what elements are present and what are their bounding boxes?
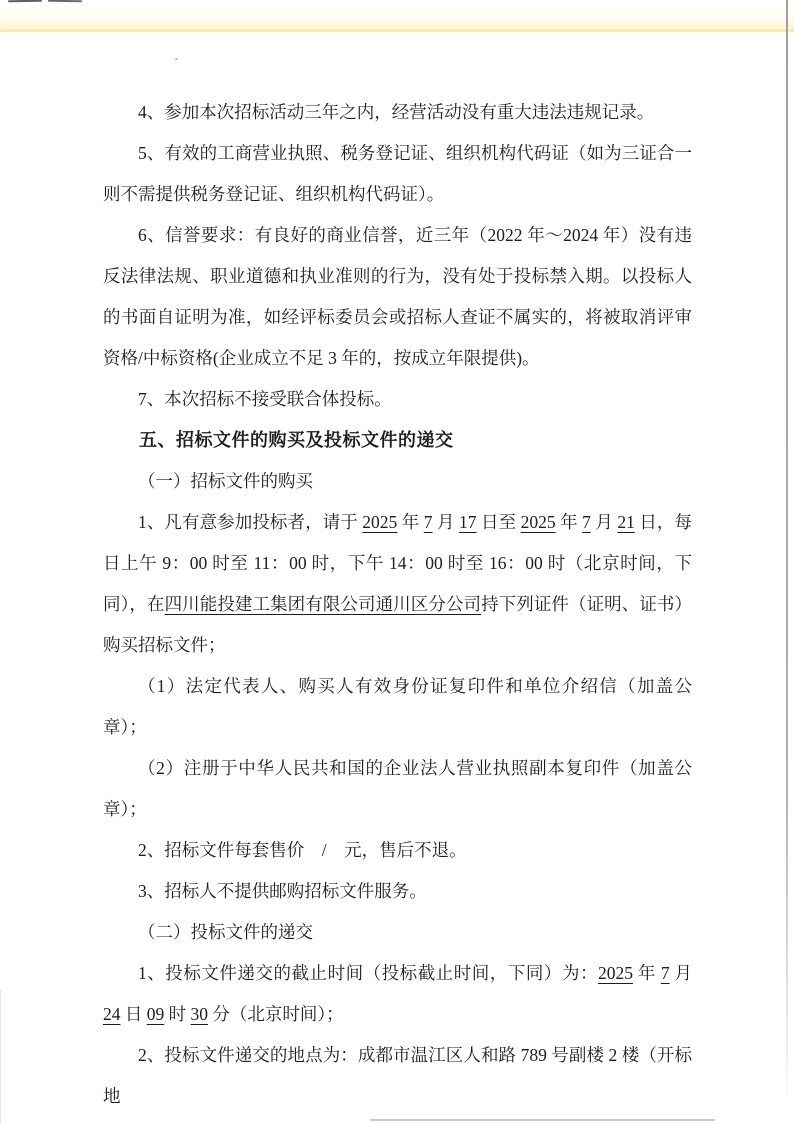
underlined-minute: 30 bbox=[190, 1004, 208, 1024]
scan-left-edge-line bbox=[0, 990, 1, 1123]
text-run: 月 bbox=[669, 963, 693, 983]
underlined-hour: 09 bbox=[146, 1004, 165, 1024]
yellow-highlighter-line bbox=[0, 29, 794, 32]
paragraph-mail-order: 3、招标人不提供邮购招标文件服务。 bbox=[138, 881, 427, 901]
underlined-year: 2025 bbox=[520, 512, 556, 532]
text-run: 持下列证件（证明、证书）购买招标文件； bbox=[103, 594, 693, 655]
text-run: 年 bbox=[397, 512, 424, 532]
text-run: 分（北京时间）； bbox=[208, 1004, 344, 1024]
text-run: 日至 bbox=[476, 512, 521, 532]
underlined-month: 7 bbox=[660, 963, 670, 983]
subsection-1-title: （一）招标文件的购买 bbox=[138, 471, 313, 491]
paragraph-cert-item-2: （2）注册于中华人民共和国的企业法人营业执照副本复印件（加盖公章）； bbox=[103, 758, 692, 819]
paragraph-deadline bbox=[103, 953, 692, 1035]
underlined-month: 7 bbox=[423, 512, 433, 532]
scan-dot-artifact bbox=[175, 58, 178, 60]
text-run: 月 bbox=[432, 512, 460, 532]
paragraph-cert-item-1: （1）法定代表人、购买人有效身份证复印件和单位介绍信（加盖公章）； bbox=[103, 676, 692, 737]
text-run: 时 bbox=[164, 1004, 191, 1024]
paragraph-location: 2、投标文件递交的地点为：成都市温江区人和路 789 号副楼 2 楼（开标地 bbox=[103, 1045, 692, 1106]
paragraph-purchase-schedule bbox=[103, 502, 692, 666]
text-run: 年 bbox=[555, 512, 583, 532]
underlined-day: 17 bbox=[459, 512, 477, 532]
text-run: 日，每日上午 9：00 时至 11：00 时，下午 14：00 时至 16：00 时（北京时间，下同），在 bbox=[103, 512, 693, 614]
section-5-heading: 五、招标文件的购买及投标文件的递交 bbox=[139, 430, 454, 450]
paragraph-item-6: 6、信誉要求：有良好的商业信誉，近三年（2022 年～2024 年）没有违反法律法规、职业道德和执业准则的行为，没有处于投标禁入期。以投标人的书面自证明为准，如经评标委员会或招标人查证不属实的，将被取消评审资格/中标资格(企业成立不足 3 年的，按成立年限提供)。 bbox=[103, 225, 692, 368]
text-run: 1、投标文件递交的截止时间（投标截止时间，下同）为： bbox=[138, 963, 599, 983]
paragraph-price: 2、招标文件每套售价 / 元，售后不退。 bbox=[138, 840, 467, 860]
underlined-year: 2025 bbox=[598, 963, 634, 983]
underlined-month: 7 bbox=[582, 512, 591, 532]
underlined-day: 21 bbox=[617, 512, 635, 532]
text-run: 1、凡有意参加投标者，请于 bbox=[138, 512, 363, 532]
text-run: 月 bbox=[590, 512, 618, 532]
scan-top-band bbox=[0, 0, 794, 29]
subsection-2-title: （二）投标文件的递交 bbox=[138, 922, 313, 942]
underlined-year: 2025 bbox=[362, 512, 398, 532]
document-body bbox=[103, 92, 692, 1117]
scan-right-edge-line bbox=[786, 0, 788, 1118]
paragraph-item-5: 5、有效的工商营业执照、税务登记证、组织机构代码证（如为三证合一则不需提供税务登记证、组织机构代码证）。 bbox=[103, 143, 692, 204]
underlined-company-name: 四川能投建工集团有限公司通川区分公司 bbox=[164, 594, 482, 614]
scan-bottom-smudge bbox=[370, 1119, 715, 1121]
paragraph-item-7: 7、本次招标不接受联合体投标。 bbox=[138, 389, 392, 409]
text-run: 年 bbox=[633, 963, 661, 983]
paragraph-item-4: 4、参加本次招标活动三年之内，经营活动没有重大违法违规记录。 bbox=[138, 102, 655, 122]
underlined-day: 24 bbox=[103, 1004, 121, 1024]
text-run: 日 bbox=[120, 1004, 147, 1024]
